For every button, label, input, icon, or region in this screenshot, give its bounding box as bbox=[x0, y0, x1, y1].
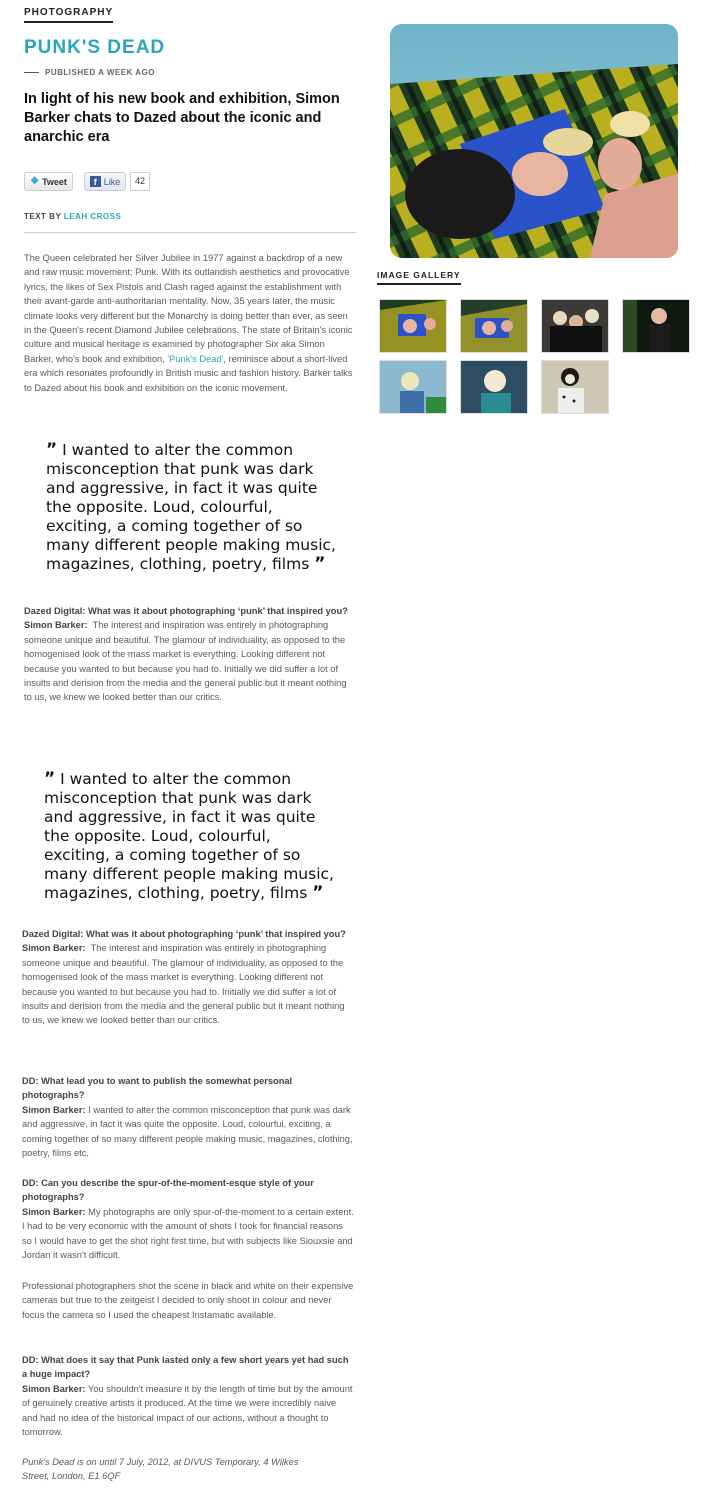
qa-block bbox=[22, 1353, 354, 1439]
divider bbox=[24, 232, 356, 233]
pull-quote-text: I wanted to alter the common misconception that punk was dark and aggressive, in fact it was quite the opposite. Loud, colourful, exciting, a coming together of so many different people making music, magazines, clothing, poetry, films bbox=[44, 770, 334, 902]
speaker: Simon Barker: bbox=[22, 943, 86, 954]
byline-prefix: TEXT BY bbox=[24, 212, 62, 221]
thumbnail-art bbox=[542, 300, 608, 352]
exhibition-note: Punk's Dead is on until 7 July, 2012, at DIVUS Temporary, 4 Wilkes Street, London, E1 6QF bbox=[22, 1457, 299, 1482]
published-row bbox=[24, 68, 155, 77]
gallery-thumbnail[interactable] bbox=[622, 299, 690, 353]
answer: The interest and inspiration was entirely in photographing someone unique and beautiful. The glamour of individuality, as opposed to the homogenised look of the mass market is everything. Looking different not because you wanted to but because you had to. Initially we did suffer a lot of insults and derision from the media and the general public but it meant nothing to us, we knew we looked better than our critics. bbox=[24, 620, 347, 703]
question: DD: What does it say that Punk lasted only a few short years yet had such a huge impact? bbox=[22, 1355, 349, 1380]
quote-mark: ” bbox=[46, 440, 58, 460]
paragraph: Professional photographers shot the scene in black and white on their expensive cameras but true to the zeitgeist I decided to only shoot in colour and never focus the camera so I used the cheapest Instamatic available. bbox=[22, 1281, 354, 1320]
question: DD: Can you describe the spur-of-the-moment-esque style of your photographs? bbox=[22, 1178, 314, 1203]
question: DD: What lead you to want to publish the somewhat personal photographs? bbox=[22, 1076, 293, 1101]
answer: You shouldn't measure it by the length of time but by the amount of genuinely creative artists it produced. At the time we were incredibly naive and had no idea of the historical impact of our actions, without a thought to tomorrow. bbox=[22, 1383, 353, 1438]
speaker: Simon Barker: bbox=[22, 1383, 86, 1394]
thumbnail-art bbox=[380, 300, 446, 352]
published-date: PUBLISHED A WEEK AGO bbox=[45, 68, 156, 77]
thumbnail-art bbox=[542, 361, 608, 413]
speaker: Simon Barker: bbox=[22, 1206, 86, 1217]
qa-block bbox=[22, 1176, 354, 1262]
thumbnail-art bbox=[461, 361, 527, 413]
speaker: Simon Barker: bbox=[24, 620, 88, 631]
thumbnail-art bbox=[380, 361, 446, 413]
punks-dead-link[interactable]: 'Punk's Dead' bbox=[167, 353, 224, 364]
speaker: Simon Barker: bbox=[22, 1104, 86, 1115]
question: Dazed Digital: What was it about photographing ‘punk’ that inspired you? bbox=[22, 929, 346, 939]
question: Dazed Digital: What was it about photographing ‘punk’ that inspired you? bbox=[24, 606, 348, 616]
byline bbox=[24, 212, 121, 221]
pull-quote bbox=[46, 441, 336, 574]
answer: I wanted to alter the common misconception that punk was dark and aggressive, in fact it was quite the opposite. Loud, colourful, exciting, a coming together of so many different people making music, magazines, clothing, poetry, films etc. bbox=[22, 1104, 353, 1159]
intro-paragraph bbox=[24, 251, 356, 395]
qa-block bbox=[22, 927, 354, 1028]
gallery-thumbnail[interactable] bbox=[460, 360, 528, 414]
gallery-thumbnail[interactable] bbox=[379, 299, 447, 353]
gallery-thumbnail[interactable] bbox=[541, 360, 609, 414]
gallery-thumbnail[interactable] bbox=[541, 299, 609, 353]
pull-quote bbox=[44, 770, 334, 903]
qa-block bbox=[24, 604, 356, 705]
standfirst: In light of his new book and exhibition, Simon Barker chats to Dazed about the iconic and anarchic era bbox=[24, 91, 340, 145]
hero-image[interactable] bbox=[390, 24, 678, 258]
quote-mark: ” bbox=[312, 883, 324, 903]
thumbnail-art bbox=[623, 300, 689, 352]
twitter-bird-icon: ❖ bbox=[30, 176, 40, 187]
category-label[interactable]: PHOTOGRAPHY bbox=[24, 7, 113, 23]
intro-text: The Queen celebrated her Silver Jubilee in 1977 against a backdrop of a new and raw music movement; Punk. With its outlandish aesthetics and provocative lyrics, the likes of Sex Pistols and Clash raged against the establishment with their avant-garde anti-authoritarian mentality. Now, 35 years later, the music climate looks very different but the Monarchy is doing better than ever, as seen in the Queen's recent Diamond Jubilee celebrations. The state of Britain's iconic culture and musical heritage is examined by photographer Six aka Simon Barker, who's book and exhibition, bbox=[24, 253, 353, 364]
facebook-like-button[interactable] bbox=[84, 172, 126, 191]
quote-mark: ” bbox=[44, 769, 56, 789]
article-title: PUNK'S DEAD bbox=[24, 37, 166, 58]
hero-photo-art bbox=[390, 24, 678, 258]
qa-block bbox=[22, 1074, 354, 1160]
answer: The interest and inspiration was entirely in photographing someone unique and beautiful. The glamour of individuality, as opposed to the homogenised look of the mass market is everything. Looking different not because you wanted to but because you had to. Initially we did suffer a lot of insults and derision from the media and the general public but it meant nothing to us, we knew we looked better than our critics. bbox=[22, 943, 345, 1026]
intro-text-end: , reminisce about a short-lived era which resonates profoundly in British music and fashion history. Barker talks to Dazed about his book and exhibition on the iconic movement. bbox=[24, 353, 353, 393]
like-label: Like bbox=[103, 176, 121, 187]
like-count: 42 bbox=[130, 172, 150, 191]
tweet-label: Tweet bbox=[42, 176, 67, 187]
divider bbox=[24, 72, 39, 73]
author-link[interactable]: LEAH CROSS bbox=[63, 212, 122, 221]
pull-quote-text: I wanted to alter the common misconception that punk was dark and aggressive, in fact it was quite the opposite. Loud, colourful, exciting, a coming together of so many different people making music, magazines, clothing, poetry, films bbox=[46, 441, 336, 573]
thumbnail-art bbox=[461, 300, 527, 352]
quote-mark: ” bbox=[314, 554, 326, 574]
image-gallery-heading: IMAGE GALLERY bbox=[377, 270, 461, 285]
facebook-icon: f bbox=[90, 176, 101, 187]
gallery-thumbnail[interactable] bbox=[379, 360, 447, 414]
tweet-button[interactable] bbox=[24, 172, 73, 191]
gallery-thumbnail[interactable] bbox=[460, 299, 528, 353]
answer: My photographs are only spur-of-the-moment to a certain extent. I had to be very economic with the amount of shots I took for financial reasons so I would have to get the shot right first time, but with subjects like Siouxsie and Jordan it wasn't difficult. bbox=[22, 1206, 354, 1261]
